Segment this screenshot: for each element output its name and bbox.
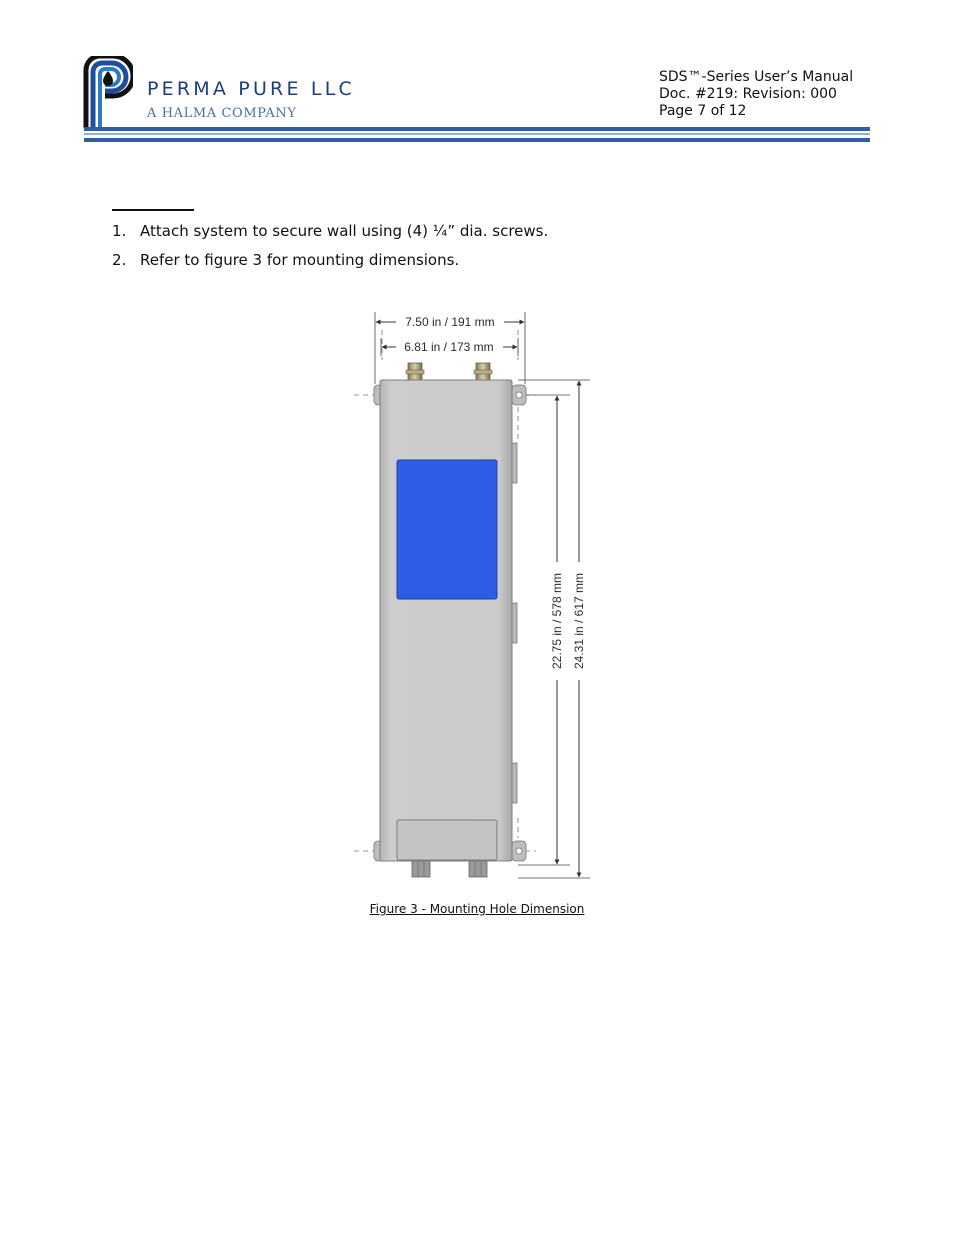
page-number: Page 7 of 12: [659, 103, 747, 119]
mounting-dimension-figure: [350, 306, 602, 886]
figure-caption: [0, 901, 954, 917]
document-info: [659, 69, 853, 120]
width-dimension-holes: [382, 340, 517, 354]
company-tagline: A HALMA COMPANY: [147, 106, 297, 121]
header-rule-bottom: [84, 138, 870, 142]
height-dimension-overall: [572, 381, 586, 877]
doc-revision: Doc. #219: Revision: 000: [659, 86, 837, 102]
list-item-text: Refer to figure 3 for mounting dimensions.: [140, 251, 460, 269]
header-rule-middle: [84, 133, 870, 135]
width-dimension-overall: [376, 315, 524, 329]
height-holes-label: 22.75 in / 578 mm: [550, 572, 564, 670]
list-item-number: 1.: [112, 222, 127, 240]
header-rule-top: [84, 127, 870, 131]
list-item-number: 2.: [112, 251, 127, 269]
bottom-fitting-icon: [412, 860, 487, 877]
company-name: PERMA PURE LLC: [147, 78, 355, 100]
bottom-panel: [397, 820, 497, 860]
perma-pure-logo: [83, 56, 133, 128]
manual-title: SDS™-Series User’s Manual: [659, 69, 854, 85]
width-overall-label: 7.50 in / 191 mm: [405, 315, 495, 329]
section-heading-underline: [112, 209, 194, 211]
height-overall-label: 24.31 in / 617 mm: [572, 572, 586, 670]
figure-caption-text: Figure 3 - Mounting Hole Dimension: [369, 902, 585, 916]
height-dimension-holes: [550, 396, 564, 864]
list-item-text: Attach system to secure wall using (4) ¼” dia. screws.: [140, 222, 549, 240]
display-window: [397, 460, 497, 599]
width-holes-label: 6.81 in / 173 mm: [404, 340, 494, 354]
top-fitting-icon: [406, 363, 492, 380]
enclosure-body: [380, 380, 512, 861]
